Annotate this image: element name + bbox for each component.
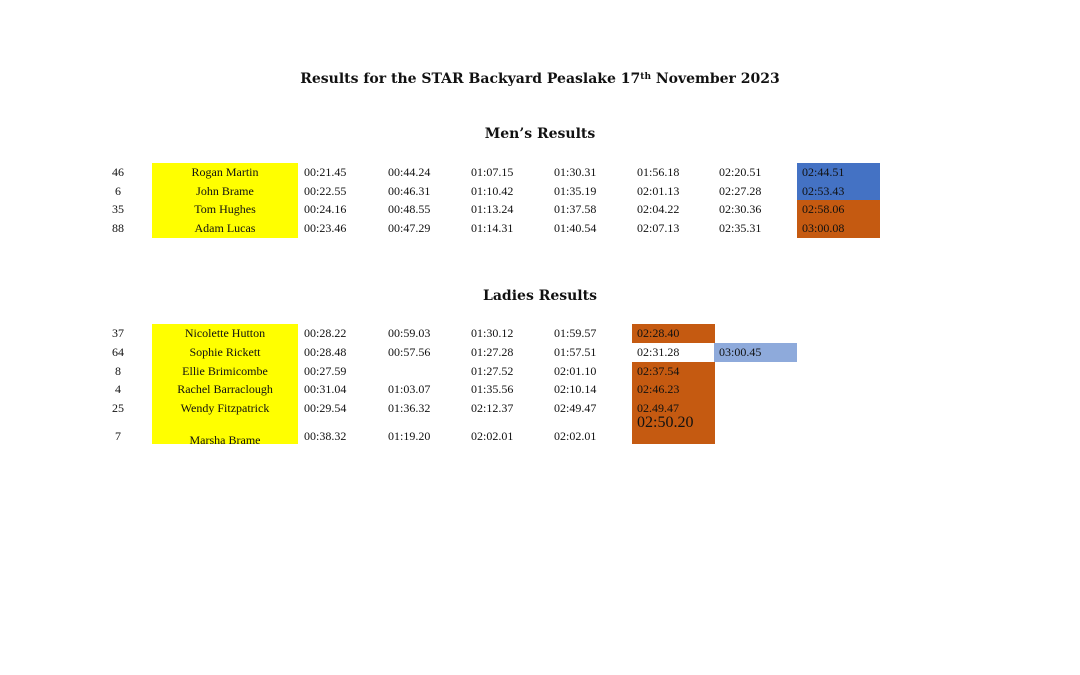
final-lap-time: 02:44.51 xyxy=(797,163,880,182)
lap-time: 02:49.47 xyxy=(554,401,597,415)
lap-time: 00:57.56 xyxy=(388,345,431,359)
lap-time: 01:14.31 xyxy=(471,221,514,235)
final-lap-time: 02:31.28 xyxy=(637,345,680,359)
bib-number: 4 xyxy=(115,382,121,396)
lap-time: 00:28.22 xyxy=(304,326,347,340)
lap-time: 00:38.32 xyxy=(304,429,347,443)
lap-time: 01:35.19 xyxy=(554,184,597,198)
lap-time: 01:35.56 xyxy=(471,382,514,396)
bib-number: 88 xyxy=(112,221,124,235)
lap-time: 01:56.18 xyxy=(637,165,680,179)
title-ordinal-suffix: th xyxy=(640,72,651,82)
final-lap-time: 03:00.08 xyxy=(797,219,880,238)
table-row xyxy=(0,380,1080,399)
table-row xyxy=(0,418,1080,447)
title-suffix: November 2023 xyxy=(650,71,780,87)
final-lap-time: 02:50.20 xyxy=(632,416,715,444)
lap-time: 00:59.03 xyxy=(388,326,431,340)
lap-time: 00:46.31 xyxy=(388,184,431,198)
table-row xyxy=(0,163,1080,182)
title-prefix: Results for the STAR Backyard Peaslake 17 xyxy=(300,71,641,87)
final-lap-time: 02:28.40 xyxy=(632,324,715,343)
runner-name: Rogan Martin xyxy=(152,163,298,182)
bib-number: 35 xyxy=(112,202,124,216)
table-row xyxy=(0,200,1080,219)
runner-name: Adam Lucas xyxy=(152,219,298,238)
lap-time: 02:27.28 xyxy=(719,184,762,198)
lap-time: 02:12.37 xyxy=(471,401,514,415)
bib-number: 37 xyxy=(112,326,124,340)
lap-time: 01:27.28 xyxy=(471,345,514,359)
lap-time: 00:22.55 xyxy=(304,184,347,198)
lap-time: 02:01.13 xyxy=(637,184,680,198)
runner-name: Rachel Barraclough xyxy=(152,380,298,399)
lap-time: 01:13.24 xyxy=(471,202,514,216)
bib-number: 8 xyxy=(115,364,121,378)
ladies-results-heading: Ladies Results xyxy=(483,288,597,304)
runner-name: John Brame xyxy=(152,182,298,201)
lap-time: 02:35.31 xyxy=(719,221,762,235)
runner-name: Nicolette Hutton xyxy=(152,324,298,343)
lap-time: 01:40.54 xyxy=(554,221,597,235)
mens-results-heading: Men’s Results xyxy=(484,126,596,142)
lap-time: 02:10.14 xyxy=(554,382,597,396)
table-row xyxy=(0,182,1080,201)
final-lap-time: 02:53.43 xyxy=(797,182,880,201)
lap-time: 00:31.04 xyxy=(304,382,347,396)
lap-time: 00:29.54 xyxy=(304,401,347,415)
lap-time: 00:48.55 xyxy=(388,202,431,216)
lap-time: 01:37.58 xyxy=(554,202,597,216)
lap-time: 02:01.10 xyxy=(554,364,597,378)
lap-time: 01:59.57 xyxy=(554,326,597,340)
lap-time: 00:47.29 xyxy=(388,221,431,235)
lap-time: 02:20.51 xyxy=(719,165,762,179)
runner-name: Ellie Brimicombe xyxy=(152,362,298,381)
bib-number: 64 xyxy=(112,345,124,359)
final-lap-time: 03:00.45 xyxy=(714,343,797,362)
table-row xyxy=(0,362,1080,381)
bib-number: 25 xyxy=(112,401,124,415)
lap-time: 01:30.12 xyxy=(471,326,514,340)
final-lap-time: 02:46.23 xyxy=(632,380,715,399)
lap-time: 01:57.51 xyxy=(554,345,597,359)
runner-name: Tom Hughes xyxy=(152,200,298,219)
runner-name: Marsha Brame xyxy=(152,418,298,444)
bib-number: 6 xyxy=(115,184,121,198)
lap-time: 01:30.31 xyxy=(554,165,597,179)
runner-name: Wendy Fitzpatrick xyxy=(152,399,298,418)
lap-time: 02:02.01 xyxy=(471,429,514,443)
lap-time: 00:44.24 xyxy=(388,165,431,179)
lap-time: 02:04.22 xyxy=(637,202,680,216)
lap-time: 00:27.59 xyxy=(304,364,347,378)
lap-time: 01:03.07 xyxy=(388,382,431,396)
lap-time: 02:07.13 xyxy=(637,221,680,235)
runner-name: Sophie Rickett xyxy=(152,343,298,362)
lap-time: 00:21.45 xyxy=(304,165,347,179)
lap-time: 00:23.46 xyxy=(304,221,347,235)
lap-time xyxy=(383,362,388,381)
lap-time: 01:07.15 xyxy=(471,165,514,179)
table-row xyxy=(0,399,1080,418)
lap-time: 02:30.36 xyxy=(719,202,762,216)
lap-time: 00:24.16 xyxy=(304,202,347,216)
lap-time: 02:02.01 xyxy=(554,429,597,443)
bib-number: 7 xyxy=(115,429,121,443)
final-lap-time: 02.49.47 xyxy=(632,399,715,444)
lap-time: 01:27.52 xyxy=(471,364,514,378)
table-row xyxy=(0,343,1080,362)
bib-number: 46 xyxy=(112,165,124,179)
lap-time: 01:19.20 xyxy=(388,429,431,443)
page-title xyxy=(0,71,1080,87)
final-lap-time: 02:37.54 xyxy=(632,362,715,381)
lap-time: 01:10.42 xyxy=(471,184,514,198)
lap-time: 00:28.48 xyxy=(304,345,347,359)
final-lap-time: 02:58.06 xyxy=(797,200,880,219)
table-row xyxy=(0,219,1080,238)
lap-time: 01:36.32 xyxy=(388,401,431,415)
table-row xyxy=(0,324,1080,343)
